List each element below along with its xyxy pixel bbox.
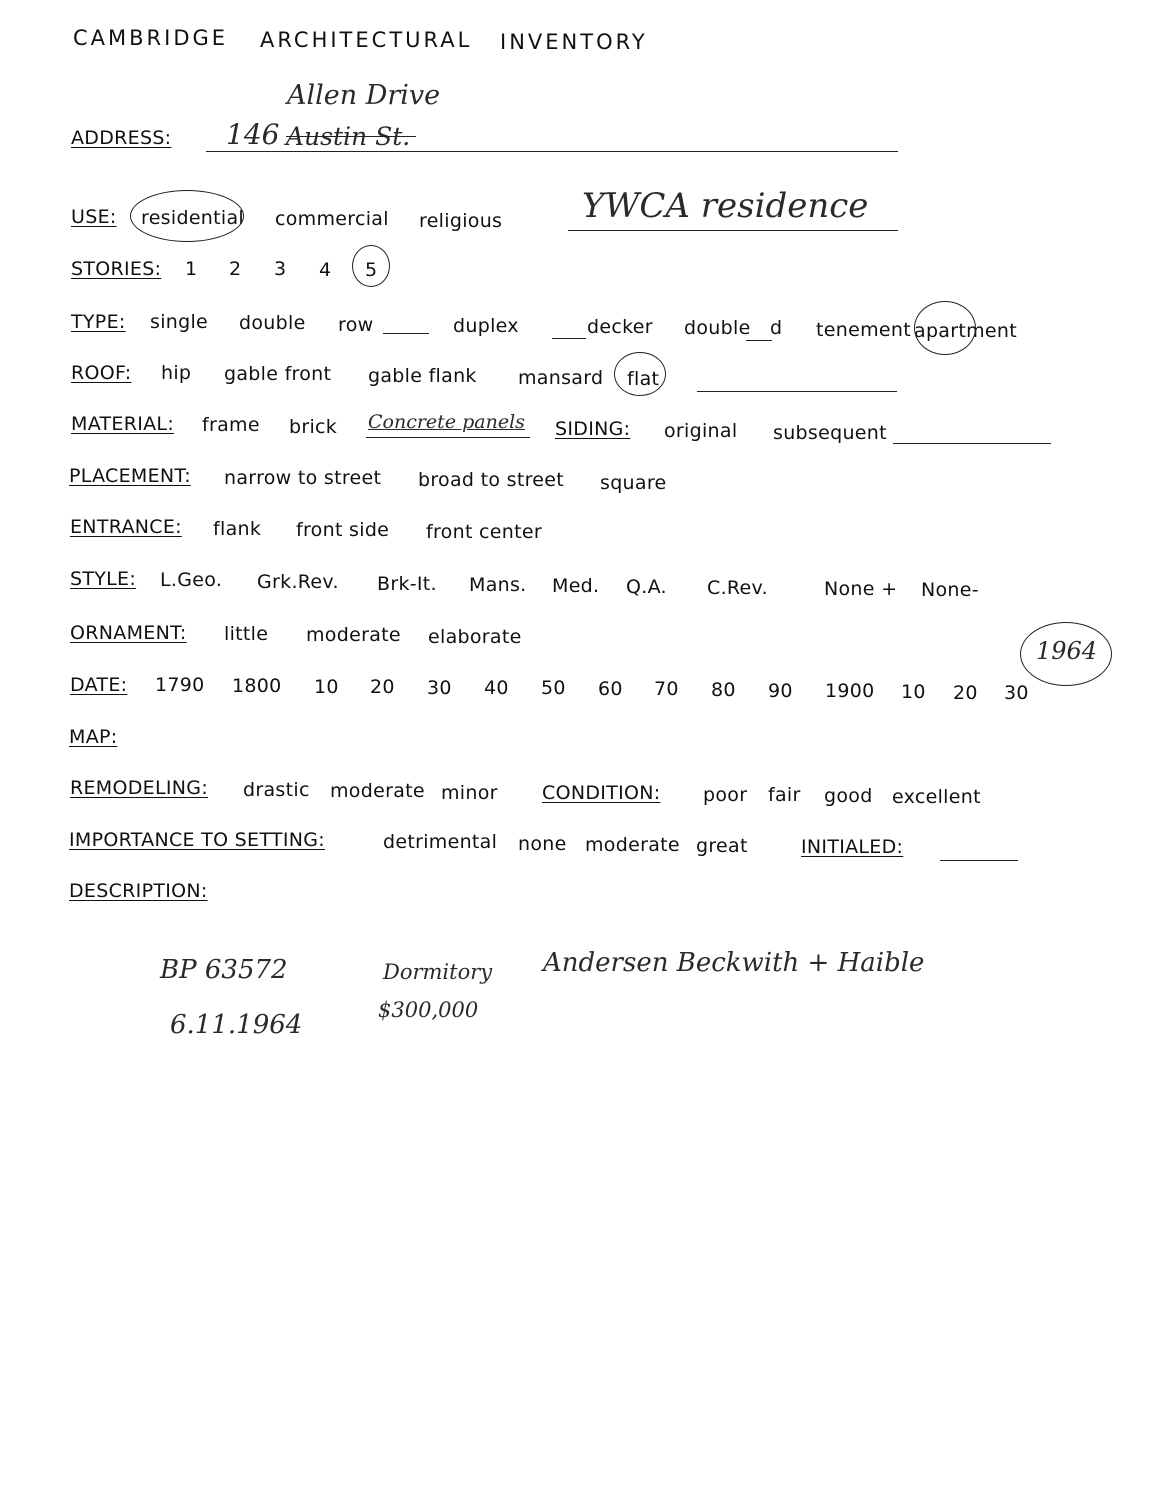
remodeling-option-minor: minor <box>441 782 498 804</box>
date-option-90: 90 <box>768 680 793 702</box>
stories-label: STORIES: <box>71 258 162 280</box>
style-option-none-plus: None + <box>824 578 898 600</box>
style-option-mans: Mans. <box>469 574 527 596</box>
stories-option-1: 1 <box>185 258 198 280</box>
use-option-commercial: commercial <box>275 208 389 230</box>
address-street-struck: Austin St. <box>286 122 411 151</box>
style-option-lgeo: L.Geo. <box>160 569 223 591</box>
description-use-note: Dormitory <box>383 960 493 984</box>
stories-option-5: 5 <box>365 259 378 281</box>
roof-label: ROOF: <box>71 362 132 384</box>
type-option-tenement: tenement <box>816 319 911 341</box>
use-option-religious: religious <box>419 210 503 232</box>
condition-option-excellent: excellent <box>892 786 981 808</box>
form-title-cambridge: CAMBRIDGE <box>73 26 229 50</box>
ornament-label: ORNAMENT: <box>70 622 187 644</box>
stories-selected-circle <box>352 245 390 287</box>
date-option-70: 70 <box>654 678 679 700</box>
siding-other-blank <box>893 443 1051 444</box>
date-option-30: 30 <box>427 677 452 699</box>
type-row-blank <box>383 333 429 334</box>
description-label: DESCRIPTION: <box>69 880 208 902</box>
ornament-option-moderate: moderate <box>306 624 401 646</box>
style-option-grkrev: Grk.Rev. <box>257 571 339 593</box>
importance-option-detrimental: detrimental <box>383 831 498 853</box>
description-cost: $300,000 <box>378 998 479 1022</box>
style-option-med: Med. <box>552 575 600 597</box>
date-option-10: 10 <box>314 676 339 698</box>
type-option-single: single <box>150 311 209 333</box>
use-selected-circle <box>130 190 244 242</box>
date-option-1910: 10 <box>901 681 926 703</box>
description-permit: BP 63572 <box>160 955 288 985</box>
address-label: ADDRESS: <box>71 127 172 149</box>
importance-option-great: great <box>696 835 748 857</box>
type-option-double-decker: double <box>684 317 751 339</box>
roof-option-gable-flank: gable flank <box>368 365 477 387</box>
style-label: STYLE: <box>70 568 137 590</box>
siding-option-subsequent: subsequent <box>773 422 887 444</box>
placement-option-square: square <box>600 472 667 494</box>
date-option-1920: 20 <box>953 682 978 704</box>
condition-option-poor: poor <box>703 784 748 806</box>
ornament-option-little: little <box>224 623 269 645</box>
address-number: 146 <box>226 118 280 151</box>
siding-option-original: original <box>664 420 738 442</box>
material-note: Concrete panels <box>368 411 525 433</box>
date-option-80: 80 <box>711 679 736 701</box>
remodeling-option-moderate: moderate <box>330 780 425 802</box>
condition-option-fair: fair <box>768 784 801 806</box>
placement-option-broad: broad to street <box>418 469 565 491</box>
stories-option-4: 4 <box>319 259 332 281</box>
style-option-qa: Q.A. <box>626 576 667 598</box>
type-double-d-blank <box>746 340 772 341</box>
initialed-label: INITIALED: <box>801 836 904 858</box>
use-note-line <box>568 230 898 231</box>
entrance-option-front-center: front center <box>426 521 542 543</box>
date-option-1900: 1900 <box>825 680 875 702</box>
date-option-20: 20 <box>370 676 395 698</box>
type-option-double: double <box>239 312 306 334</box>
importance-option-moderate: moderate <box>585 834 680 856</box>
use-option-residential: residential <box>141 207 245 229</box>
material-option-brick: brick <box>289 416 338 438</box>
condition-label: CONDITION: <box>542 782 661 804</box>
entrance-option-front-side: front side <box>296 519 390 541</box>
roof-option-mansard: mansard <box>518 367 604 389</box>
type-option-row: row <box>338 314 374 336</box>
importance-label: IMPORTANCE TO SETTING: <box>69 829 325 851</box>
type-option-decker: decker <box>587 316 653 338</box>
use-label: USE: <box>71 206 117 228</box>
address-strikethrough <box>286 136 416 137</box>
remodeling-option-drastic: drastic <box>243 779 310 801</box>
map-label: MAP: <box>69 726 118 748</box>
date-option-50: 50 <box>541 677 566 699</box>
date-written-circle <box>1020 622 1112 686</box>
ornament-option-elaborate: elaborate <box>428 626 522 648</box>
date-written: 1964 <box>1036 637 1098 665</box>
type-option-apartment: apartment <box>914 320 1017 342</box>
address-line <box>206 151 898 152</box>
date-option-40: 40 <box>484 677 509 699</box>
siding-label: SIDING: <box>555 418 631 440</box>
style-option-none-minus: None- <box>921 579 979 601</box>
style-option-brkit: Brk-It. <box>377 573 437 595</box>
remodeling-label: REMODELING: <box>70 777 209 799</box>
placement-option-narrow: narrow to street <box>224 467 382 489</box>
type-option-d: d <box>770 317 783 339</box>
style-option-crev: C.Rev. <box>707 577 768 599</box>
placement-label: PLACEMENT: <box>69 465 191 487</box>
date-option-1790: 1790 <box>155 674 205 696</box>
stories-option-2: 2 <box>229 258 242 280</box>
date-label: DATE: <box>70 674 128 696</box>
form-title-inventory: INVENTORY <box>500 30 648 54</box>
stories-option-3: 3 <box>274 258 287 280</box>
roof-option-hip: hip <box>161 362 192 384</box>
date-option-60: 60 <box>598 678 623 700</box>
initialed-blank <box>940 860 1018 861</box>
use-note: YWCA residence <box>582 186 869 226</box>
condition-option-good: good <box>824 785 873 807</box>
type-label: TYPE: <box>71 311 126 333</box>
entrance-option-flank: flank <box>213 518 262 540</box>
roof-selected-circle <box>614 352 666 396</box>
date-option-1800: 1800 <box>232 675 282 697</box>
entrance-label: ENTRANCE: <box>70 516 182 538</box>
importance-option-none: none <box>518 833 567 855</box>
form-title-architectural: ARCHITECTURAL <box>260 28 473 52</box>
material-label: MATERIAL: <box>71 413 175 435</box>
roof-option-flat: flat <box>627 368 660 390</box>
type-decker-blank <box>552 338 586 339</box>
description-permit-date: 6.11.1964 <box>170 1010 303 1040</box>
date-option-1930: 30 <box>1004 682 1029 704</box>
address-street-corrected: Allen Drive <box>287 80 441 111</box>
type-option-duplex: duplex <box>453 315 519 337</box>
roof-option-gable-front: gable front <box>224 363 332 385</box>
material-other-line <box>366 437 530 438</box>
material-option-frame: frame <box>202 414 260 436</box>
roof-other-blank <box>697 391 897 392</box>
description-architect: Andersen Beckwith + Haible <box>543 948 925 978</box>
type-selected-circle <box>914 301 976 355</box>
